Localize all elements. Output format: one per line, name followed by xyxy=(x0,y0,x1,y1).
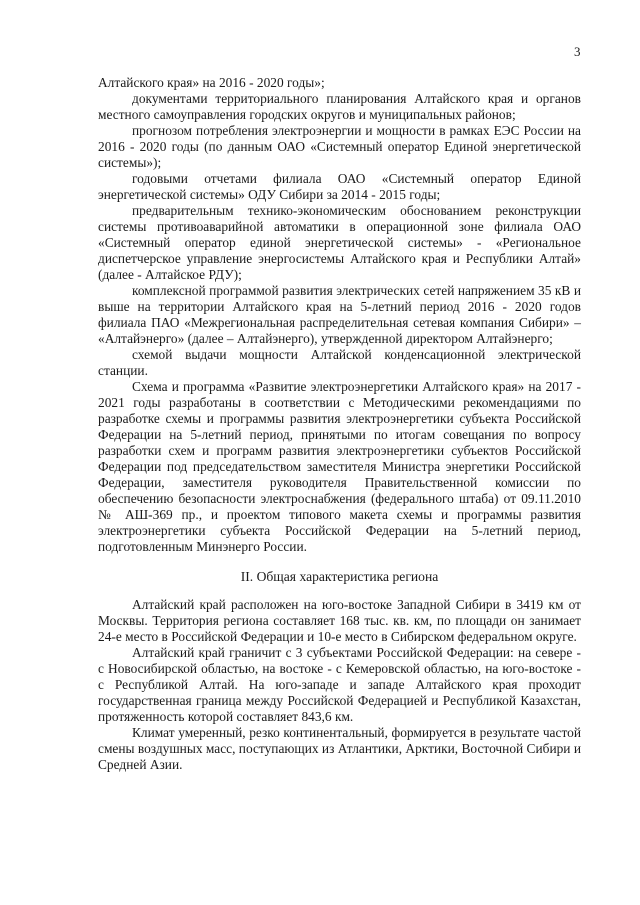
paragraph: документами территориального планирования Алтайского края и органов местного самоуправления городских округов и муниципальных районов; xyxy=(98,91,581,122)
paragraph: Схема и программа «Развитие электроэнергетики Алтайского края» на 2017 - 2021 годы разработаны в соответствии с Методическими рекомендациями по разработке схемы и программы развития электроэнергетики субъекта Российской Федерации на 5-летний период, принятыми по итогам совещания по вопросу разработки схем и программ развития электроэнергетики субъектов Российской Федерации под председательством заместителя Министра энергетики Российской Федерации, заместителя руководителя Правительственной комиссии по обеспечению безопасности электроснабжения (федерального штаба) от 09.11.2010 № АШ-369 пр., и проектом типового макета схемы и программы развития электроэнергетики субъекта Российской Федерации на 5-летний период, подготовленным Минэнерго России. xyxy=(98,379,581,554)
paragraph: Алтайский край граничит с 3 субъектами Российской Федерации: на севере - с Новосибирской областью, на востоке - с Кемеровской областью, на юго-востоке - с Республикой Алтай. На юго-западе и западе Алтайского края проходит государственная граница между Российской Федерацией и Республикой Казахстан, протяженность которой составляет 843,6 км. xyxy=(98,645,581,724)
paragraph: Климат умеренный, резко континентальный, формируется в результате частой смены воздушных масс, поступающих из Атлантики, Арктики, Восточной Сибири и Средней Азии. xyxy=(98,725,581,772)
paragraph: Алтайского края» на 2016 - 2020 годы»; xyxy=(98,75,325,90)
section-heading: II. Общая характеристика региона xyxy=(240,569,439,584)
page-number: 3 xyxy=(574,44,581,59)
document-body xyxy=(98,75,581,773)
paragraph: предварительным технико-экономическим обоснованием реконструкции системы противоаварийной автоматики в операционной зоне филиала ОАО «Системный оператор единой энергетической системы» - «Региональное диспетчерское управление энергосистемы Алтайского края и Республики Алтай» (далее - Алтайское РДУ); xyxy=(98,203,581,282)
paragraph: схемой выдачи мощности Алтайской конденсационной электрической станции. xyxy=(98,347,581,378)
paragraph: Алтайский край расположен на юго-востоке Западной Сибири в 3419 км от Москвы. Территория региона составляет 168 тыс. кв. км, по площади он занимает 24-е место в Российской Федерации и 10-е место в Сибирском федеральном округе. xyxy=(98,597,581,644)
paragraph: годовыми отчетами филиала ОАО «Системный оператор Единой энергетической системы» ОДУ Сибири за 2014 - 2015 годы; xyxy=(98,171,581,202)
paragraph: прогнозом потребления электроэнергии и мощности в рамках ЕЭС России на 2016 - 2020 годы (по данным ОАО «Системный оператор Единой энергетической системы»); xyxy=(98,123,581,170)
paragraph: комплексной программой развития электрических сетей напряжением 35 кВ и выше на территории Алтайского края на 5-летний период 2016 - 2020 годов филиала ПАО «Межрегиональная распределительная сетевая компания Сибири» – «Алтайэнерго» (далее – Алтайэнерго), утвержденной директором Алтайэнерго; xyxy=(98,283,581,346)
